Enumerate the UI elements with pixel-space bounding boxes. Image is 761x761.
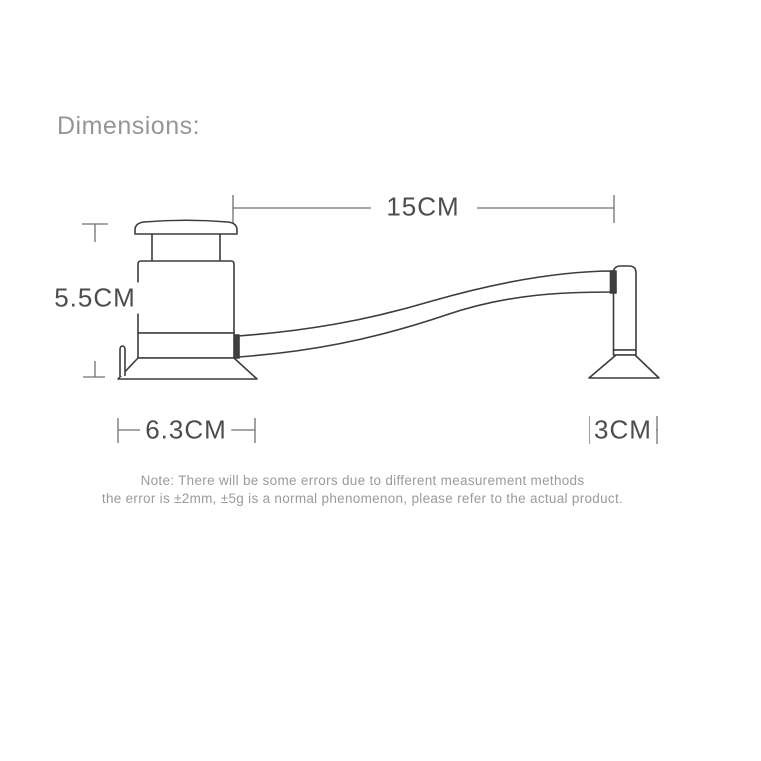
right-arm-connector bbox=[611, 271, 617, 293]
head-cap bbox=[135, 220, 237, 234]
release-lever bbox=[120, 346, 125, 376]
head-lower-collar bbox=[138, 333, 234, 358]
dim-label-base-width: 6.3CM bbox=[141, 415, 231, 446]
dim-label-arm-length: 15CM bbox=[382, 192, 463, 223]
arm-tube bbox=[238, 271, 614, 357]
dim-label-body-height: 5.5CM bbox=[50, 283, 140, 314]
dim-label-small-base-width: 3CM bbox=[590, 415, 656, 446]
head-body bbox=[138, 261, 234, 333]
right-suction-base bbox=[589, 355, 659, 378]
measurement-note bbox=[0, 472, 725, 507]
measurement-note-line1: Note: There will be some errors due to different measurement methods bbox=[140, 473, 585, 488]
measurement-note-line2: the error is ±2mm, ±5g is a normal phenomenon, please refer to the actual product. bbox=[101, 490, 624, 506]
right-post bbox=[614, 266, 637, 350]
device-drawing bbox=[118, 220, 659, 379]
page-title: Dimensions: bbox=[57, 112, 201, 140]
left-suction-base bbox=[118, 358, 257, 379]
head-neck bbox=[152, 234, 220, 261]
